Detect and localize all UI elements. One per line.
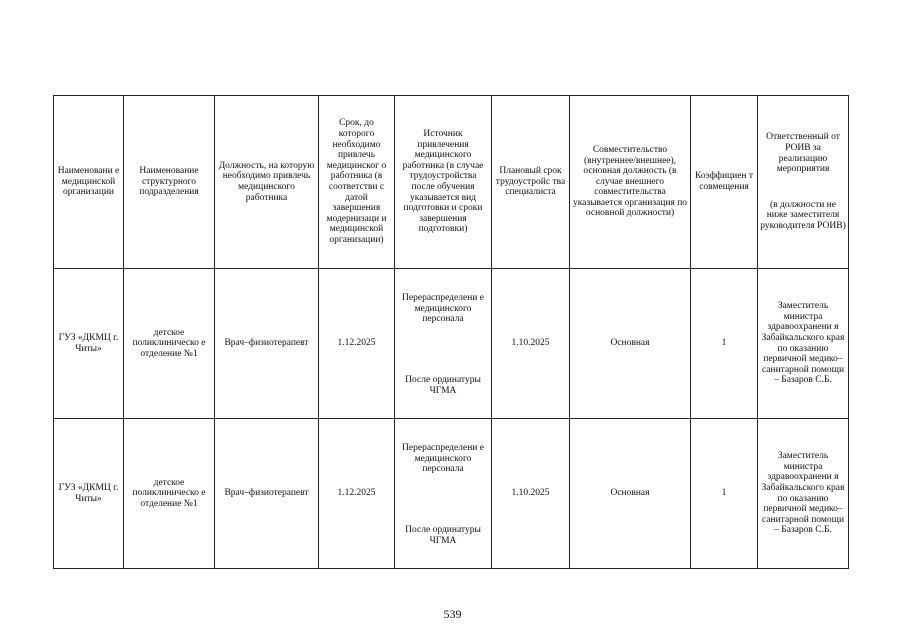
cell-source-secondary: После ординатуры ЧГМА <box>405 374 481 396</box>
cell-combination: Основная <box>570 269 691 419</box>
cell-unit: детское поликлиническо е отделение №1 <box>124 419 215 569</box>
cell-position: Врач–физиотерапевт <box>215 269 319 419</box>
header-responsible <box>758 96 849 269</box>
cell-planned: 1.10.2025 <box>492 419 570 569</box>
staffing-table <box>53 95 849 569</box>
cell-coef: 1 <box>691 269 758 419</box>
header-responsible-note: (в должности не ниже заместителя руководителя РОИВ) <box>760 199 846 231</box>
header-planned: Плановый срок трудоустройс тва специалиста <box>492 96 570 269</box>
cell-combination: Основная <box>570 419 691 569</box>
header-responsible-title: Ответственный от РОИВ за реализацию мероприятия <box>766 132 840 175</box>
cell-org: ГУЗ «ДКМЦ г. Читы» <box>54 269 124 419</box>
cell-source <box>395 419 492 569</box>
cell-deadline: 1.12.2025 <box>319 419 395 569</box>
header-combination: Совместительство (внутреннее/внешнее), основная должность (в случае внешнего совместительства указывается организация по основной должности) <box>570 96 691 269</box>
cell-org: ГУЗ «ДКМЦ г. Читы» <box>54 419 124 569</box>
header-row <box>54 96 849 269</box>
header-source: Источник привлечения медицинского работника (в случае трудоустройства после обучения указывается вид подготовки и сроки завершения подготовки) <box>395 96 492 269</box>
cell-planned: 1.10.2025 <box>492 269 570 419</box>
header-org: Наименовани е медицинской организации <box>54 96 124 269</box>
cell-responsible: Заместитель министра здравоохранени я Забайкальского края по оказанию первичной медико–санитарной помощи – Базаров С.Б. <box>758 269 849 419</box>
cell-responsible: Заместитель министра здравоохранени я Забайкальского края по оказанию первичной медико–санитарной помощи – Базаров С.Б. <box>758 419 849 569</box>
header-deadline: Срок, до которого необходимо привлечь медицинског о работника (в соответстви с датой завершения модернизаци и медицинской организации) <box>319 96 395 269</box>
page-number: 539 <box>443 607 462 621</box>
header-coef: Коэффициен т совмещения <box>691 96 758 269</box>
cell-source-primary: Перераспределени е медицинского персонала <box>402 292 484 325</box>
cell-deadline: 1.12.2025 <box>319 269 395 419</box>
cell-source-secondary: После ординатуры ЧГМА <box>405 524 481 546</box>
cell-source <box>395 269 492 419</box>
header-position: Должность, на которую необходимо привлечь медицинского работника <box>215 96 319 269</box>
cell-coef: 1 <box>691 419 758 569</box>
table-row <box>54 269 849 419</box>
table-row <box>54 419 849 569</box>
cell-unit: детское поликлиническо е отделение №1 <box>124 269 215 419</box>
header-unit: Наименование структурного подразделения <box>124 96 215 269</box>
cell-position: Врач–физиотерапевт <box>215 419 319 569</box>
cell-source-primary: Перераспределени е медицинского персонала <box>402 442 484 475</box>
